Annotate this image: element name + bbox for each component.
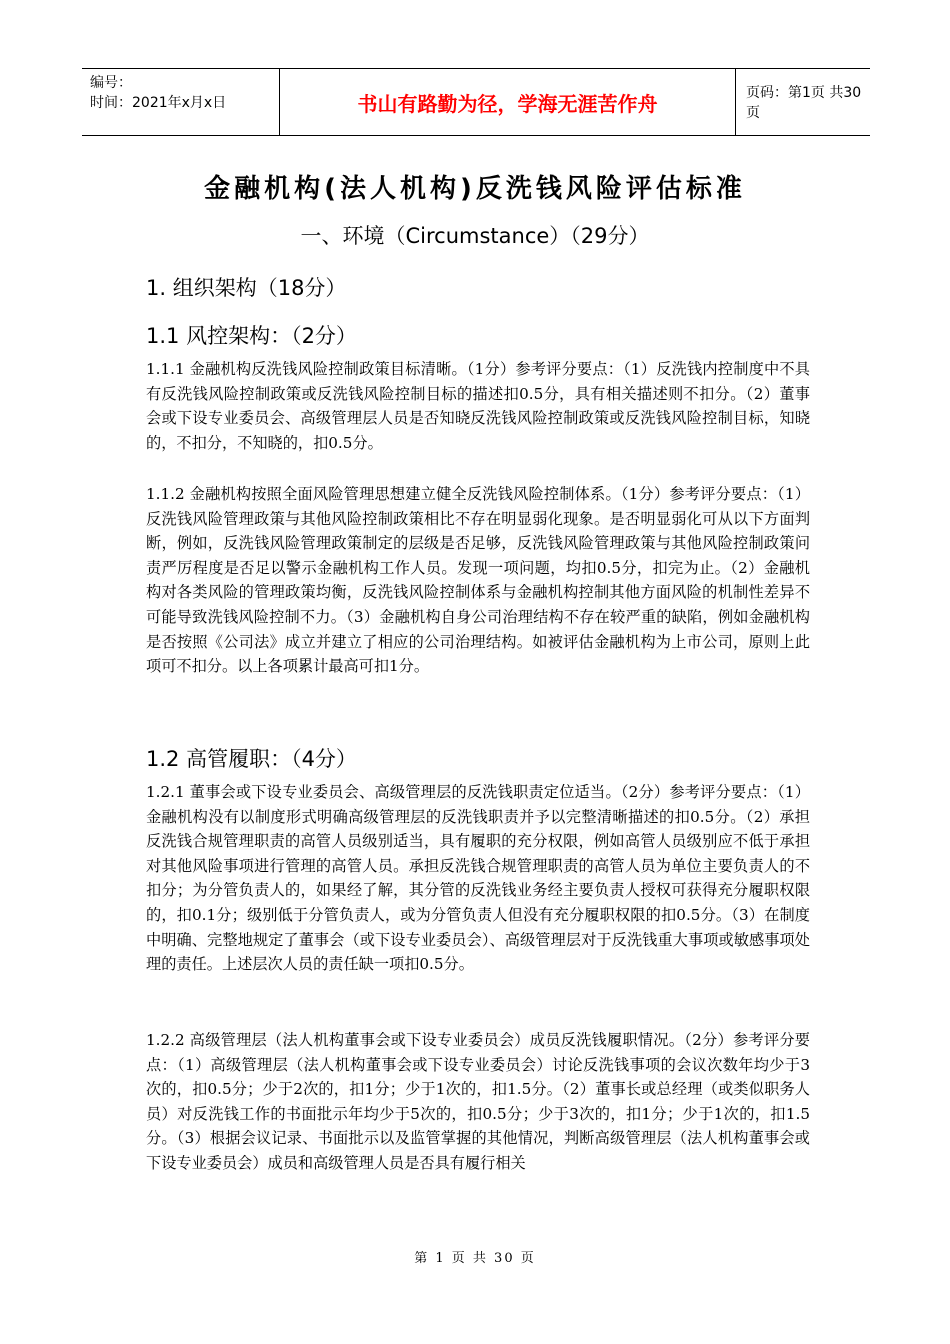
subsection-heading-1: 1. 组织架构（18分） (146, 276, 347, 300)
subsection-heading-1-2: 1.2 高管履职：（4分） (146, 747, 357, 771)
paragraph-1-1-1: 1.1.1 金融机构反洗钱风险控制政策目标清晰。（1分）参考评分要点：（1）反洗钱内控制度中不具有反洗钱风险控制政策或反洗钱风险控制目标的描述扣0.5分，具有相关描述则不扣分。（2）董事会或下设专业委员会、高级管理层人员是否知晓反洗钱风险控制政策或反洗钱风险控制目标，知晓的，不扣分，不知晓的，扣0.5分。 (146, 360, 810, 452)
paragraph-1-2-1: 1.2.1 董事会或下设专业委员会、高级管理层的反洗钱职责定位适当。（2分）参考评分要点：（1）金融机构没有以制度形式明确高级管理层的反洗钱职责并予以完整清晰描述的扣0.5分。（2）承担反洗钱合规管理职责的高管人员级别适当，具有履职的充分权限，例如高管人员级别应不低于承担对其他风险事项进行管理的高管人员。承担反洗钱合规管理职责的高管人员为单位主要负责人的不扣分；为分管负责人的，如果经了解，其分管的反洗钱业务经主要负责人授权可获得充分履职权限的，扣0.1分；级别低于分管负责人，或为分管负责人但没有充分履职权限的扣0.5分。（3）在制度中明确、完整地规定了董事会（或下设专业委员会）、高级管理层对于反洗钱重大事项或敏感事项处理的责任。上述层次人员的责任缺一项扣0.5分。 (146, 783, 810, 974)
header-meta (82, 69, 280, 135)
page-info-text: 页码：第1页 共30页 (746, 85, 862, 121)
header-page-info (736, 69, 870, 135)
number-label: 编号： (90, 75, 132, 91)
motto-text: 书山有路勤为径，学海无涯苦作舟 (357, 91, 658, 116)
date-label: 时间：2021年x月x日 (90, 95, 227, 111)
document-header (82, 68, 870, 136)
subsection-heading-1-1: 1.1 风控架构：（2分） (146, 324, 357, 348)
section-heading: 一、环境（Circumstance）（29分） (300, 224, 650, 248)
paragraph-1-1-2: 1.1.2 金融机构按照全面风险管理思想建立健全反洗钱风险控制体系。（1分）参考评分要点：（1）反洗钱风险管理政策与其他风险控制政策相比不存在明显弱化现象。是否明显弱化可从以下方面判断，例如，反洗钱风险管理政策制定的层级是否足够，反洗钱风险管理政策与其他风险控制政策问责严厉程度是否足以警示金融机构工作人员。发现一项问题，均扣0.5分，扣完为止。（2）金融机构对各类风险的管理政策均衡，反洗钱风险控制体系与金融机构控制其他方面风险的机制性差异不可能导致洗钱风险控制不力。（3）金融机构自身公司治理结构不存在较严重的缺陷，例如金融机构是否按照《公司法》成立并建立了相应的公司治理结构。如被评估金融机构为上市公司，原则上此项可不扣分。以上各项累计最高可扣1分。 (146, 485, 810, 676)
page-footer: 第 1 页 共 30 页 (414, 1251, 536, 1266)
document-title: 金融机构(法人机构)反洗钱风险评估标准 (204, 174, 746, 204)
header-motto-cell (280, 69, 736, 135)
paragraph-1-2-2: 1.2.2 高级管理层（法人机构董事会或下设专业委员会）成员反洗钱履职情况。（2分）参考评分要点：（1）高级管理层（法人机构董事会或下设专业委员会）讨论反洗钱事项的会议次数年均少于3次的，扣0.5分；少于2次的，扣1分；少于1次的，扣1.5分。（2）董事长或总经理（或类似职务人员）对反洗钱工作的书面批示年均少于5次的，扣0.5分；少于3次的，扣1分；少于1次的，扣1.5分。（3）根据会议记录、书面批示以及监管掌握的其他情况，判断高级管理层（法人机构董事会或下设专业委员会）成员和高级管理人员是否具有履行相关 (146, 1031, 810, 1172)
